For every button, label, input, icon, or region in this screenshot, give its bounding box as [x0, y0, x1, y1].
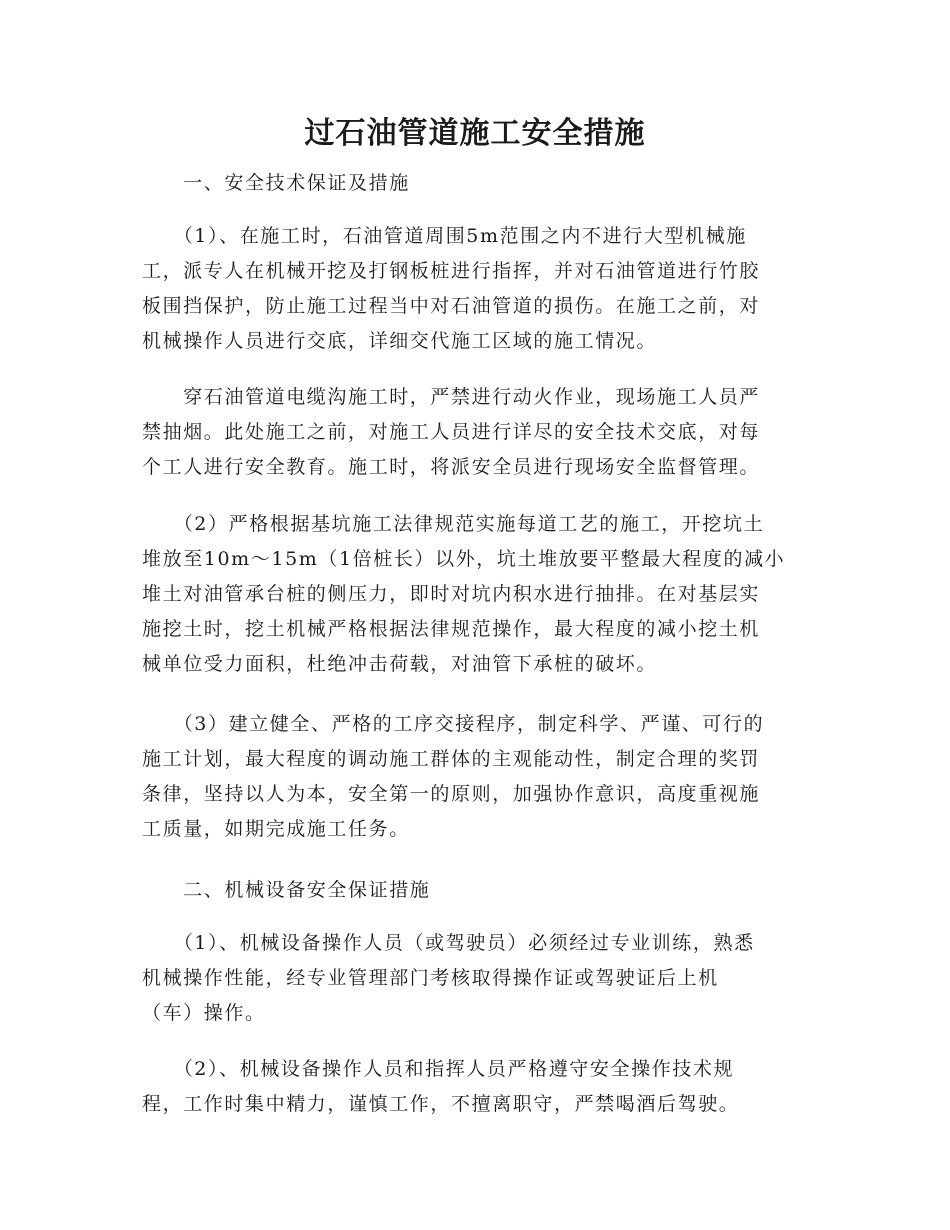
paragraph	[142, 380, 812, 485]
text-line: 机械操作人员进行交底，详细交代施工区域的施工情况。	[142, 330, 658, 352]
section-heading	[142, 873, 812, 908]
paragraph	[142, 1052, 812, 1122]
section-heading	[142, 166, 812, 201]
text-line: 个工人进行安全教育。施工时，将派安全员进行现场安全监督管理。	[142, 456, 761, 478]
text-line: 堆放至10m～15m（1倍桩长）以外，坑土堆放要平整最大程度的减小	[142, 548, 786, 570]
text-line: （2）严格根据基坑施工法律规范实施每道工艺的施工，开挖坑土	[142, 513, 765, 535]
paragraph	[142, 219, 812, 359]
paragraph	[142, 507, 812, 682]
paragraph	[142, 926, 812, 1031]
text-line: 禁抽烟。此处施工之前，对施工人员进行详尽的安全技术交底，对每	[142, 421, 761, 443]
text-line: 机械操作性能，经专业管理部门考核取得操作证或驾驶证后上机	[142, 967, 719, 989]
text-line: 施工计划，最大程度的调动施工群体的主观能动性，制定合理的奖罚	[142, 748, 761, 770]
text-line: 工，派专人在机械开挖及打钢板桩进行指挥，并对石油管道进行竹胶	[142, 260, 761, 282]
text-line: 板围挡保护，防止施工过程当中对石油管道的损伤。在施工之前，对	[142, 295, 761, 317]
text-line: 二、机械设备安全保证措施	[142, 879, 431, 901]
text-line: 械单位受力面积，杜绝冲击荷载，对油管下承桩的破坏。	[142, 653, 658, 675]
text-line: （车）操作。	[142, 1002, 266, 1024]
text-line: 施挖土时，挖土机械严格根据法律规范操作，最大程度的减小挖土机	[142, 618, 761, 640]
text-line: （1）、在施工时，石油管道周围5m范围之内不进行大型机械施	[142, 225, 747, 247]
text-line: （1）、机械设备操作人员（或驾驶员）必须经过专业训练，熟悉	[142, 932, 755, 954]
text-line: 一、安全技术保证及措施	[142, 172, 410, 194]
text-line: 工质量，如期完成施工任务。	[142, 818, 410, 840]
document-title: 过石油管道施工安全措施	[304, 116, 646, 151]
text-line: （2）、机械设备操作人员和指挥人员严格遵守安全操作技术规	[142, 1058, 735, 1080]
text-line: 程，工作时集中精力，谨慎工作，不擅离职守，严禁喝酒后驾驶。	[142, 1093, 740, 1115]
text-line: 条律，坚持以人为本，安全第一的原则，加强协作意识，高度重视施	[142, 783, 761, 805]
paragraph	[142, 707, 812, 847]
text-line: 穿石油管道电缆沟施工时，严禁进行动火作业，现场施工人员严	[142, 386, 761, 408]
text-line: （3）建立健全、严格的工序交接程序，制定科学、严谨、可行的	[142, 713, 765, 735]
text-line: 堆土对油管承台桩的侧压力，即时对坑内积水进行抽排。在对基层实	[142, 583, 761, 605]
